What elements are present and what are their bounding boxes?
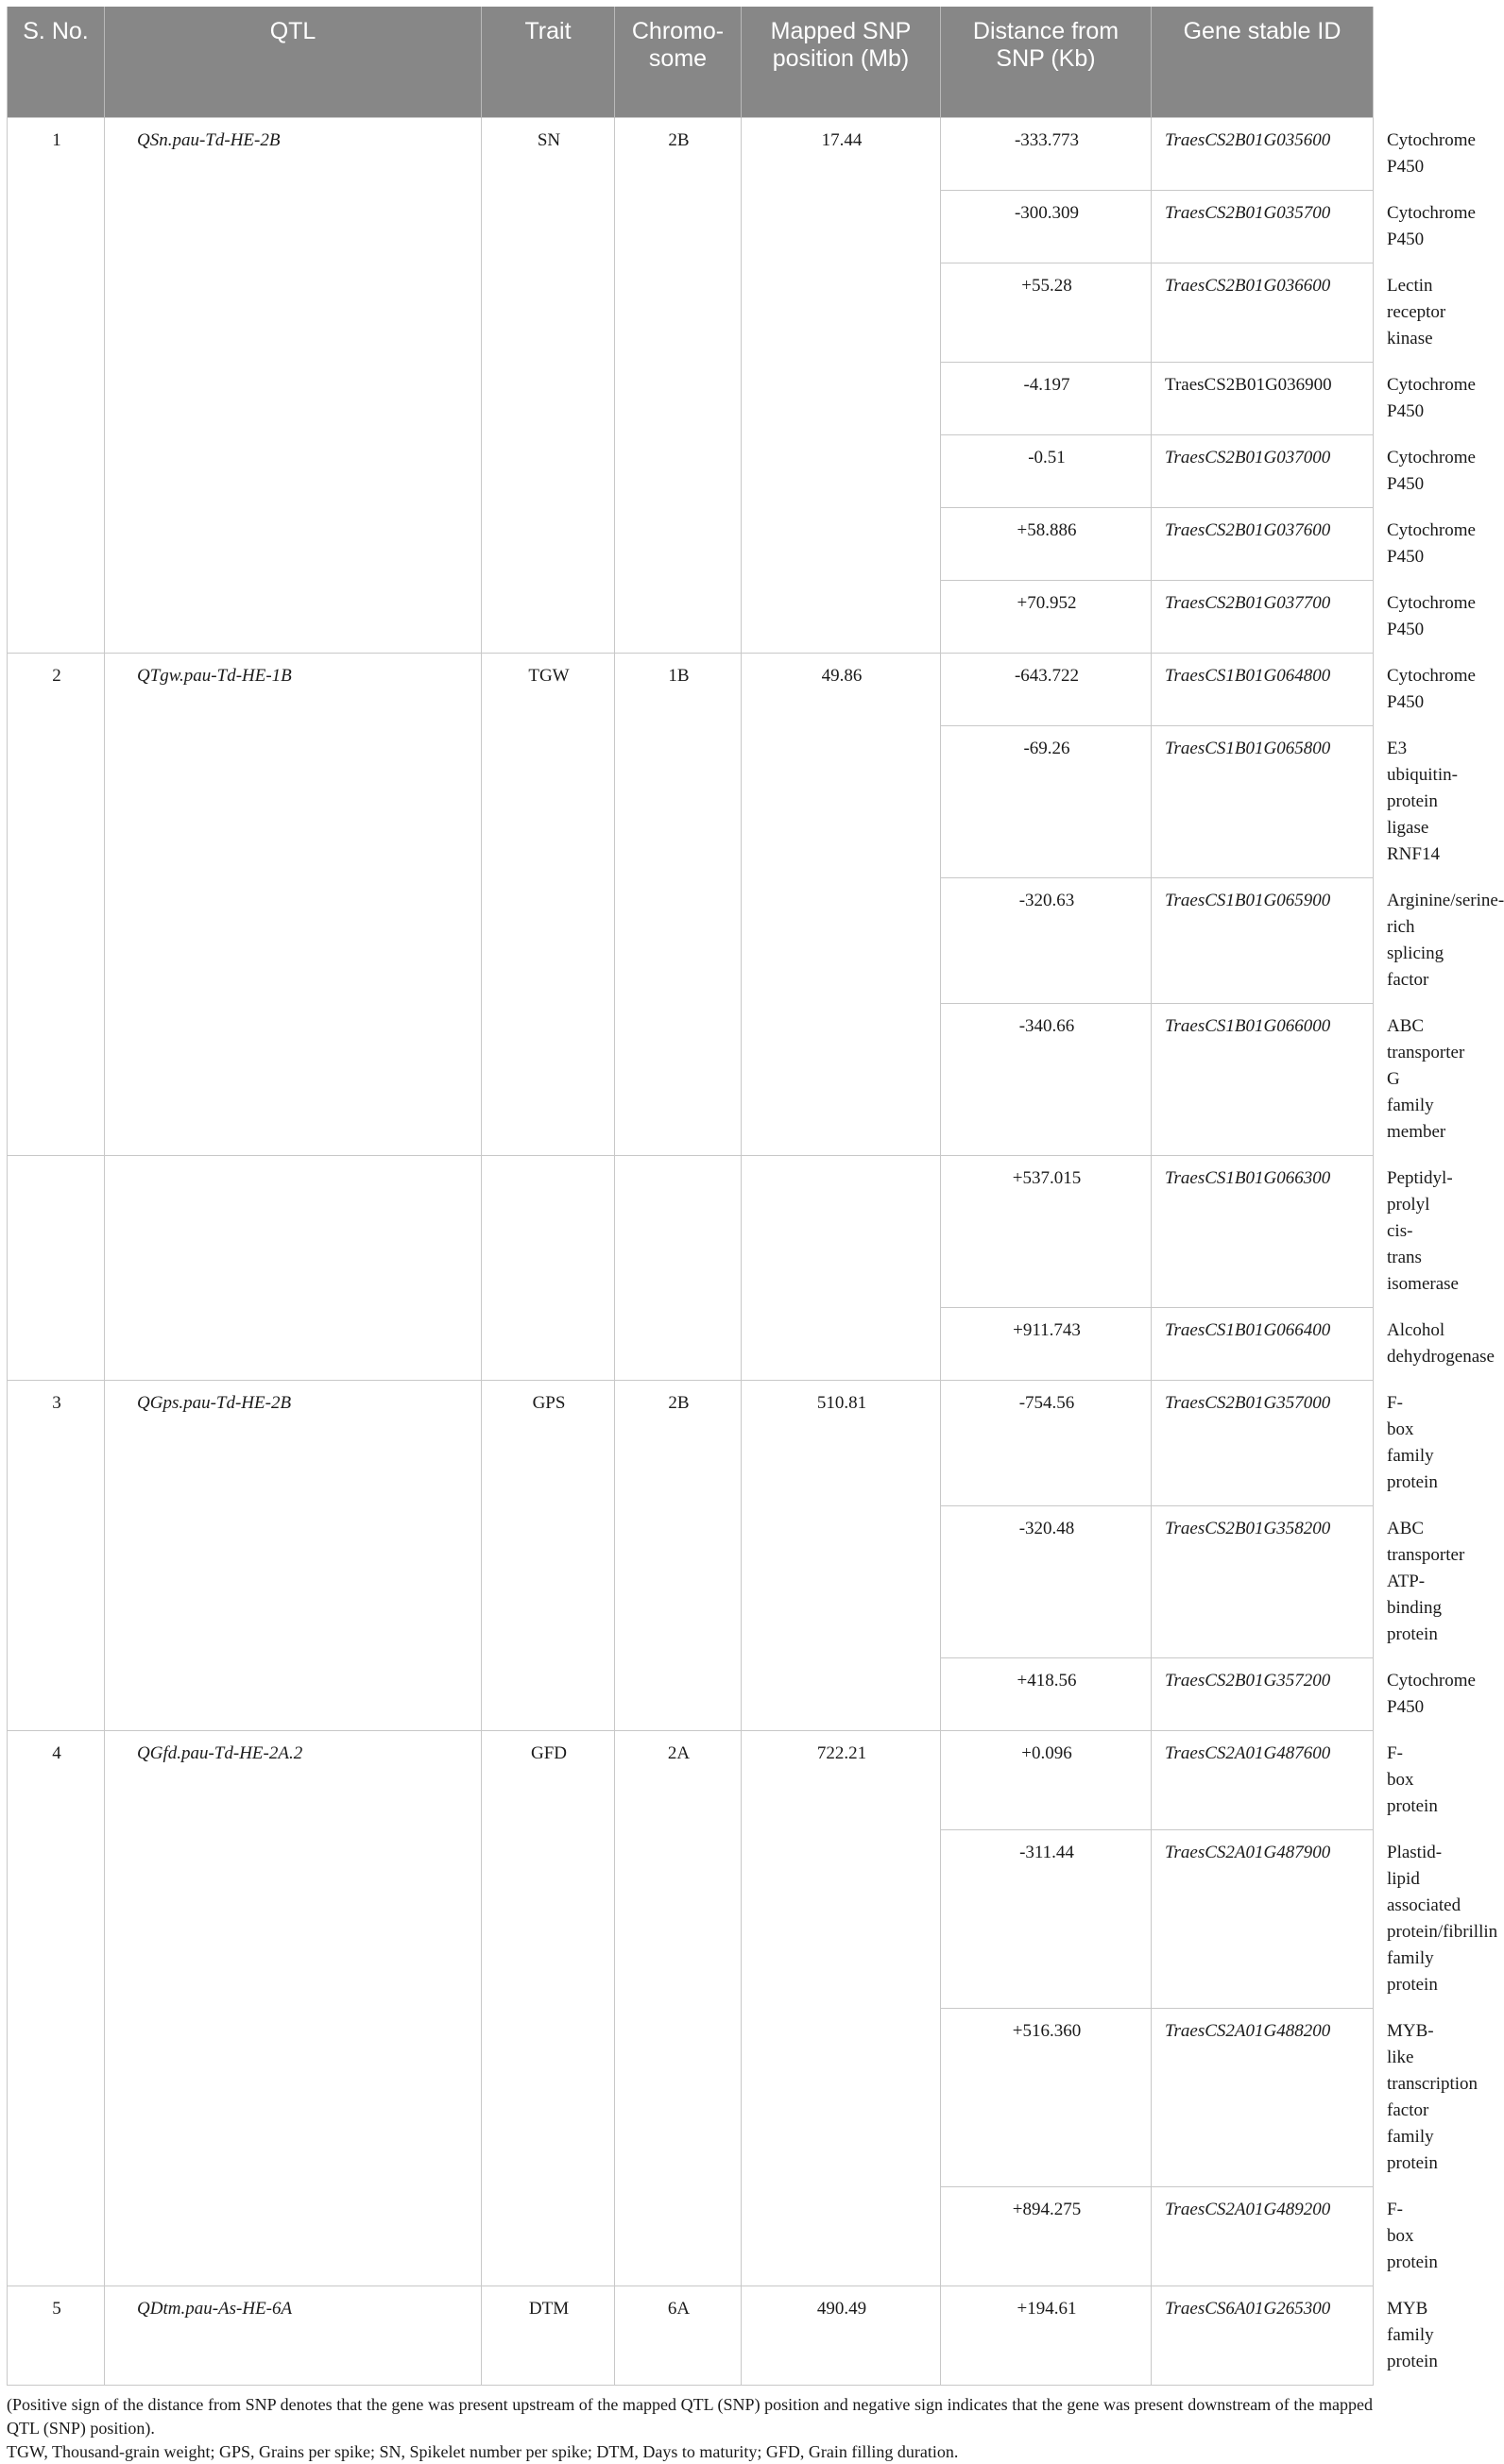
cell-chromosome: 2B (615, 1380, 742, 1730)
cell-gene-id: TraesCS2A01G487600 (1152, 1730, 1374, 1829)
cell-mapped-position: 490.49 (742, 2286, 941, 2385)
header-gene-id: Gene stable ID (1152, 7, 1374, 117)
cell-distance: -4.197 (941, 362, 1152, 434)
table-body (8, 117, 1504, 2385)
cell-chromosome: 2A (615, 1730, 742, 2286)
header-qtl: QTL (105, 7, 482, 117)
cell-qtl: QGfd.pau-Td-HE-2A.2 (105, 1730, 482, 2286)
cell-qtl: QGps.pau-Td-HE-2B (105, 1380, 482, 1730)
header-distance: Distance from SNP (Kb) (941, 7, 1152, 117)
cell-gene-id: TraesCS2B01G037000 (1152, 434, 1374, 507)
cell-gene-id: TraesCS2A01G488200 (1152, 2008, 1374, 2186)
cell-qtl (105, 1155, 482, 1380)
cell-qtl: QDtm.pau-As-HE-6A (105, 2286, 482, 2385)
cell-gene-id: TraesCS2B01G358200 (1152, 1505, 1374, 1657)
cell-distance: -643.722 (941, 653, 1152, 725)
header-row: S. No. QTL Trait Chromo-some Mapped SNP position (Mb) Distance from SNP (Kb) Gene stable ID Function (8, 7, 1374, 117)
table-row: +911.743 TraesCS1B01G066400 Alcohol dehydrogenase (8, 1307, 1374, 1380)
cell-gene-id: TraesCS1B01G065900 (1152, 877, 1374, 1003)
cell-distance: +537.015 (941, 1155, 1152, 1307)
cell-chromosome: 2B (615, 117, 742, 653)
footnote-abbreviations: TGW, Thousand-grain weight; GPS, Grains per spike; SN, Spikelet number per spike; DTM, Days to maturity; GFD, Grain filling duration. (7, 2441, 959, 2461)
cell-distance: +55.28 (941, 263, 1152, 362)
table-row: -4.197 TraesCS2B01G036900 Cytochrome P450 (8, 362, 1374, 434)
cell-mapped-position: 17.44 (742, 117, 941, 653)
cell-gene-id: TraesCS2A01G489200 (1152, 2186, 1374, 2286)
cell-sno: 5 (8, 2286, 105, 2385)
table-row: -69.26 TraesCS1B01G065800 E3 ubiquitin-protein ligase RNF14 (8, 725, 1374, 877)
cell-distance: -320.48 (941, 1505, 1152, 1657)
cell-distance: -311.44 (941, 1829, 1152, 2008)
table-row: -320.63 TraesCS1B01G065900 Arginine/serine-rich splicing factor (8, 877, 1374, 1003)
table-row: 1 QSn.pau-Td-HE-2B SN 2B 17.44 -333.773 TraesCS2B01G035600 Cytochrome P450 (8, 117, 1374, 190)
header-trait: Trait (482, 7, 615, 117)
table-row: +55.28 TraesCS2B01G036600 Lectin receptor kinase (8, 263, 1374, 362)
cell-gene-id: TraesCS2B01G035700 (1152, 190, 1374, 263)
cell-sno: 3 (8, 1380, 105, 1730)
cell-chromosome: 1B (615, 653, 742, 1155)
cell-trait: SN (482, 117, 615, 653)
cell-gene-id: TraesCS1B01G066300 (1152, 1155, 1374, 1307)
cell-gene-id: TraesCS1B01G064800 (1152, 653, 1374, 725)
cell-distance: +516.360 (941, 2008, 1152, 2186)
cell-sno: 2 (8, 653, 105, 1155)
table-row: +70.952 TraesCS2B01G037700 Cytochrome P450 (8, 580, 1374, 653)
cell-distance: -69.26 (941, 725, 1152, 877)
table-container (7, 7, 1504, 2464)
cell-trait: GFD (482, 1730, 615, 2286)
table-row: 5 QDtm.pau-As-HE-6A DTM 6A 490.49 +194.61 TraesCS6A01G265300 MYB family protein (8, 2286, 1374, 2385)
table-header (8, 7, 1472, 117)
cell-distance: -754.56 (941, 1380, 1152, 1505)
cell-qtl: QTgw.pau-Td-HE-1B (105, 653, 482, 1155)
cell-gene-id: TraesCS2A01G487900 (1152, 1829, 1374, 2008)
cell-distance: -0.51 (941, 434, 1152, 507)
cell-trait: TGW (482, 653, 615, 1155)
qtl-candidate-gene-table (7, 7, 1504, 2386)
table-row: 2 QTgw.pau-Td-HE-1B TGW 1B 49.86 -643.722 TraesCS1B01G064800 Cytochrome P450 (8, 653, 1374, 725)
cell-gene-id: TraesCS1B01G066000 (1152, 1003, 1374, 1155)
table-row: -311.44 TraesCS2A01G487900 Plastid-lipid associated protein/fibrillin family protein (8, 1829, 1374, 2008)
header-mapped-snp: Mapped SNP position (Mb) (742, 7, 941, 117)
cell-trait (482, 1155, 615, 1380)
table-row: -0.51 TraesCS2B01G037000 Cytochrome P450 (8, 434, 1374, 507)
cell-gene-id: TraesCS1B01G065800 (1152, 725, 1374, 877)
cell-mapped-position: 722.21 (742, 1730, 941, 2286)
cell-chromosome (615, 1155, 742, 1380)
cell-distance: -340.66 (941, 1003, 1152, 1155)
cell-distance: +70.952 (941, 580, 1152, 653)
table-row: +537.015 TraesCS1B01G066300 Peptidyl-prolyl cis-trans isomerase (8, 1155, 1374, 1307)
cell-distance: +911.743 (941, 1307, 1152, 1380)
cell-mapped-position (742, 1155, 941, 1380)
table-row: +894.275 TraesCS2A01G489200 F-box protein (8, 2186, 1374, 2286)
cell-qtl: QSn.pau-Td-HE-2B (105, 117, 482, 653)
cell-gene-id: TraesCS2B01G036900 (1152, 362, 1374, 434)
table-row: +516.360 TraesCS2A01G488200 MYB-like transcription factor family protein (8, 2008, 1374, 2186)
table-row: 4 QGfd.pau-Td-HE-2A.2 GFD 2A 722.21 +0.096 TraesCS2A01G487600 F-box protein (8, 1730, 1374, 1829)
table-row: -300.309 TraesCS2B01G035700 Cytochrome P450 (8, 190, 1374, 263)
cell-sno (8, 1155, 105, 1380)
cell-distance: -320.63 (941, 877, 1152, 1003)
header-sno: S. No. (8, 7, 105, 117)
table-footnotes (7, 2393, 1373, 2464)
header-chromosome: Chromo-some (615, 7, 742, 117)
cell-gene-id: TraesCS2B01G357200 (1152, 1657, 1374, 1730)
cell-gene-id: TraesCS2B01G036600 (1152, 263, 1374, 362)
cell-trait: GPS (482, 1380, 615, 1730)
cell-chromosome: 6A (615, 2286, 742, 2385)
cell-mapped-position: 510.81 (742, 1380, 941, 1730)
cell-distance: -300.309 (941, 190, 1152, 263)
table-row: -320.48 TraesCS2B01G358200 ABC transporter ATP-binding protein (8, 1505, 1374, 1657)
cell-distance: +0.096 (941, 1730, 1152, 1829)
cell-distance: +194.61 (941, 2286, 1152, 2385)
table-row: 3 QGps.pau-Td-HE-2B GPS 2B 510.81 -754.56 TraesCS2B01G357000 F-box family protein (8, 1380, 1374, 1505)
cell-gene-id: TraesCS2B01G037600 (1152, 507, 1374, 580)
cell-distance: -333.773 (941, 117, 1152, 190)
cell-gene-id: TraesCS6A01G265300 (1152, 2286, 1374, 2385)
cell-trait: DTM (482, 2286, 615, 2385)
cell-distance: +418.56 (941, 1657, 1152, 1730)
table-row: +418.56 TraesCS2B01G357200 Cytochrome P450 (8, 1657, 1374, 1730)
cell-distance: +58.886 (941, 507, 1152, 580)
cell-gene-id: TraesCS2B01G035600 (1152, 117, 1374, 190)
cell-gene-id: TraesCS2B01G357000 (1152, 1380, 1374, 1505)
cell-mapped-position: 49.86 (742, 653, 941, 1155)
table-row: +58.886 TraesCS2B01G037600 Cytochrome P450 (8, 507, 1374, 580)
cell-sno: 1 (8, 117, 105, 653)
cell-distance: +894.275 (941, 2186, 1152, 2286)
footnote-sign: (Positive sign of the distance from SNP denotes that the gene was present upstream of the mapped QTL (SNP) position and negative sign indicates that the gene was present downstream of the mapped QTL (SNP) position). (7, 2394, 1373, 2438)
cell-sno: 4 (8, 1730, 105, 2286)
table-row: -340.66 TraesCS1B01G066000 ABC transporter G family member (8, 1003, 1374, 1155)
cell-gene-id: TraesCS2B01G037700 (1152, 580, 1374, 653)
cell-gene-id: TraesCS1B01G066400 (1152, 1307, 1374, 1380)
